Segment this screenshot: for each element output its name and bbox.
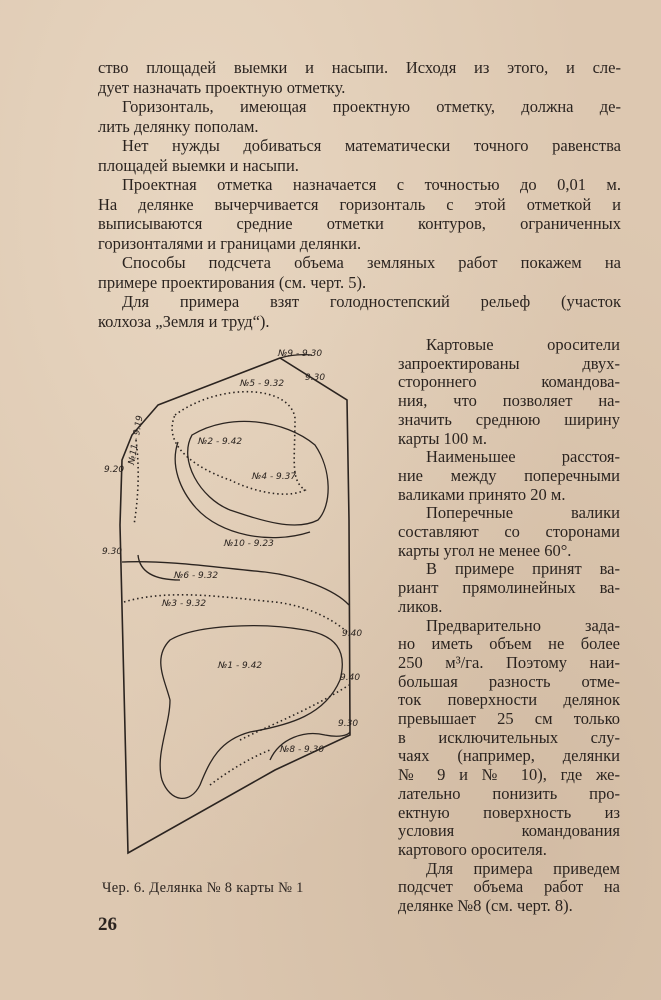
text-line: делянке №8 (см. черт. 8). [398, 896, 573, 916]
text-line: примере проектирования (см. черт. 5). [98, 272, 367, 292]
figure-caption: Чер. 6. Делянка № 8 карты № 1 [102, 880, 304, 896]
text-line: Наименьшее расстоя- [426, 447, 620, 467]
contour-dotted [210, 750, 270, 785]
text-line: дует назначать проектную отметку. [98, 77, 346, 97]
text-line: Поперечные валики [426, 503, 620, 523]
text-line: Для примера приведем [426, 858, 620, 878]
paragraph [98, 97, 621, 136]
text-line: колхоза „Земля и труд“). [98, 311, 270, 331]
label-plot-11: №11 - 9.19 [127, 414, 146, 466]
text-line: ток поверхности делянок [398, 690, 620, 710]
text-line: в исключительных слу- [398, 727, 620, 747]
text-line: превышает 25 см только [398, 709, 620, 729]
text-line: ния, что позволяет на- [398, 391, 620, 411]
text-line: карты 100 м. [398, 428, 487, 448]
text-line: лательно понизить про- [398, 783, 620, 803]
text-line: На делянке вычерчивается горизонталь с этой отметкой и [98, 194, 621, 214]
label-elevation: 9.40 [342, 629, 363, 639]
side-column [398, 336, 620, 916]
text-line: риант прямолинейных ва- [398, 578, 620, 598]
text-line: составляют со сторонами [398, 522, 620, 542]
label-plot-9: №9 - 9.30 [278, 349, 323, 359]
contour-dotted [124, 595, 350, 635]
plot-boundary [120, 358, 350, 853]
text-line: Картовые оросители [426, 335, 620, 354]
text-line: лить делянку пополам. [98, 116, 259, 136]
text-line: Проектная отметка назначается с точностью до 0,01 м. [122, 175, 621, 194]
label-plot-5: №5 - 9.32 [240, 379, 285, 389]
text-line: валиками принято 20 м. [398, 484, 566, 504]
text-line: площадей выемки и насыпи. [98, 155, 299, 175]
text-line: Способы подсчета объема земляных работ покажем на [122, 253, 621, 272]
label-elevation: 9.30 [338, 719, 359, 729]
text-line: 250 м³/га. Поэтому наи- [398, 652, 620, 672]
paragraph [98, 136, 621, 175]
text-line: ство площадей выемки и насыпи. Исходя из этого, и сле- [98, 58, 621, 77]
paragraph [98, 58, 621, 97]
paragraph [98, 253, 621, 292]
text-line: В примере принят ва- [426, 559, 620, 579]
text-line: Горизонталь, имеющая проектную отметку, должна де- [122, 97, 621, 116]
label-elevation: 9.30 [102, 547, 123, 557]
paragraph [98, 175, 621, 253]
contour-solid [160, 626, 342, 799]
text-line: подсчет объема работ на [398, 877, 620, 897]
text-line: стороннего командова- [398, 372, 620, 392]
label-elevation: 9.20 [104, 465, 125, 475]
text-line: ликов. [398, 596, 443, 616]
label-plot-6: №6 - 9.32 [174, 571, 219, 581]
text-line: ектную поверхность из [398, 802, 620, 822]
label-elevation: 9.30 [305, 373, 326, 383]
label-plot-3: №3 - 9.32 [162, 599, 207, 609]
text-line: горизонталями и границами делянки. [98, 233, 362, 253]
contour-solid [122, 562, 349, 605]
text-line: картового оросителя. [398, 839, 547, 859]
label-plot-8: №8 - 9.30 [280, 745, 325, 755]
paragraph [98, 292, 621, 331]
label-plot-2: №2 - 9.42 [198, 437, 243, 447]
page-number: 26 [98, 914, 117, 935]
plot-map-figure [100, 340, 363, 865]
label-plot-10: №10 - 9.23 [224, 539, 274, 549]
text-line: карты угол не менее 60°. [398, 540, 572, 560]
text-line: значить среднюю ширину [398, 409, 620, 429]
text-line: Предварительно зада- [426, 615, 620, 635]
label-plot-1: №1 - 9.42 [218, 661, 263, 671]
text-line: запроектированы двух- [398, 353, 620, 373]
contour-solid [175, 442, 310, 538]
text-line: но иметь объем не более [398, 634, 620, 654]
text-line: Нет нужды добиваться математически точного равенства [122, 136, 621, 155]
text-line: Для примера взят голодностепский рельеф (участок [122, 292, 621, 311]
text-line: № 9 и № 10), где же- [398, 765, 620, 785]
label-elevation: 9.40 [340, 673, 361, 683]
text-line: чаях (например, делянки [398, 746, 620, 766]
text-line: условия командования [398, 821, 620, 841]
label-plot-4: №4 - 9.37 [252, 472, 297, 482]
text-line: ние между поперечными [398, 465, 620, 485]
text-line: большая разность отме- [398, 671, 620, 691]
text-line: выписываются средние отметки контуров, ограниченных [98, 214, 621, 233]
